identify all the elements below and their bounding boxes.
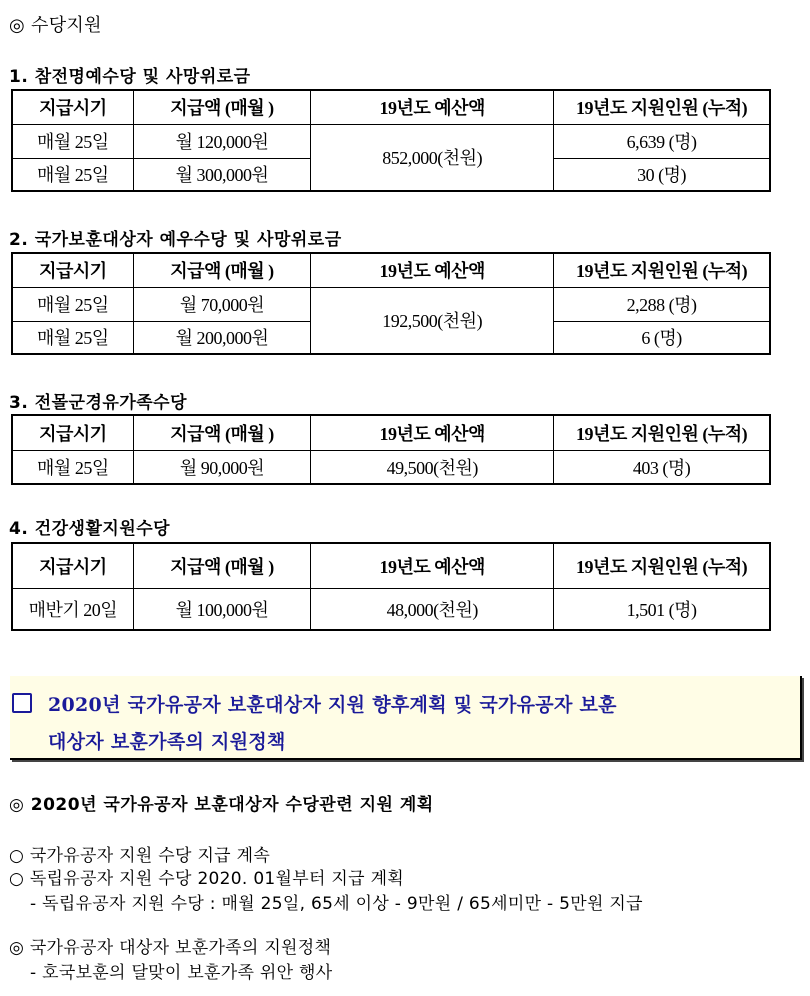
cell-recipients: 6 (명)	[554, 321, 770, 354]
callout-line-1: 2020년 국가유공자 보훈대상자 지원 향후계획 및 국가유공자 보훈	[48, 694, 617, 716]
checkbox-icon	[12, 693, 32, 713]
allowance-table-3	[11, 414, 771, 485]
cell-amount: 월 100,000원	[133, 588, 311, 630]
table-header-row	[12, 90, 770, 124]
cell-timing: 매월 25일	[12, 124, 133, 158]
cell-timing: 매월 25일	[12, 287, 133, 321]
plan-subitem: - 독립유공자 지원 수당 : 매월 25일, 65세 이상 - 9만원 / 65세미만 - 5만원 지급	[30, 894, 643, 914]
cell-timing: 매월 25일	[12, 158, 133, 191]
cell-budget: 192,500(천원)	[311, 287, 554, 354]
plan-item-1: ○ 국가유공자 지원 수당 지급 계속	[9, 846, 271, 866]
cell-recipients: 403 (명)	[554, 450, 770, 484]
header-recipients: 19년도 지원인원 (누적)	[554, 415, 770, 450]
plan-title: ◎ 2020년 국가유공자 보훈대상자 수당관련 지원 계획	[9, 795, 434, 815]
section-3-title: 3. 전몰군경유가족수당	[9, 393, 188, 413]
header-amount: 지급액 (매월 )	[133, 90, 310, 124]
table-row	[12, 450, 770, 484]
allowance-table-4	[11, 542, 771, 631]
cell-timing: 매월 25일	[12, 321, 133, 354]
header-timing: 지급시기	[12, 415, 133, 450]
allowance-table-1	[11, 89, 771, 192]
callout-line-2: 대상자 보훈가족의 지원정책	[48, 731, 286, 753]
section-4-title: 4. 건강생활지원수당	[9, 519, 171, 539]
header-budget: 19년도 예산액	[311, 543, 554, 588]
header-recipients: 19년도 지원인원 (누적)	[554, 253, 770, 287]
cell-amount: 월 300,000원	[133, 158, 310, 191]
table-header-row	[12, 415, 770, 450]
header-budget: 19년도 예산액	[311, 90, 554, 124]
cell-budget: 48,000(천원)	[311, 588, 554, 630]
cell-recipients: 30 (명)	[554, 158, 770, 191]
section-title: ◎ 수당지원	[9, 15, 102, 36]
header-timing: 지급시기	[12, 543, 133, 588]
cell-recipients: 6,639 (명)	[554, 124, 770, 158]
header-budget: 19년도 예산액	[311, 415, 554, 450]
table-header-row	[12, 253, 770, 287]
header-amount: 지급액 (매월 )	[133, 253, 310, 287]
header-recipients: 19년도 지원인원 (누적)	[554, 543, 770, 588]
table-header-row	[12, 543, 770, 588]
header-amount: 지급액 (매월 )	[133, 415, 310, 450]
header-budget: 19년도 예산액	[311, 253, 554, 287]
section-1-title: 1. 참전명예수당 및 사망위로금	[9, 67, 251, 87]
section-2-title: 2. 국가보훈대상자 예우수당 및 사망위로금	[9, 230, 342, 250]
cell-amount: 월 70,000원	[133, 287, 310, 321]
table-row	[12, 287, 770, 321]
table-row	[12, 588, 770, 630]
allowance-table-2	[11, 252, 771, 355]
policy-item: - 호국보훈의 달맞이 보훈가족 위안 행사	[30, 963, 333, 983]
cell-amount: 월 90,000원	[133, 450, 310, 484]
cell-timing: 매월 25일	[12, 450, 133, 484]
cell-recipients: 1,501 (명)	[554, 588, 770, 630]
table-row	[12, 124, 770, 158]
header-timing: 지급시기	[12, 253, 133, 287]
header-recipients: 19년도 지원인원 (누적)	[554, 90, 770, 124]
header-timing: 지급시기	[12, 90, 133, 124]
cell-budget: 49,500(천원)	[311, 450, 554, 484]
cell-amount: 월 200,000원	[133, 321, 310, 354]
cell-budget: 852,000(천원)	[311, 124, 554, 191]
plan-item-2: ○ 독립유공자 지원 수당 2020. 01월부터 지급 계획	[9, 869, 405, 889]
policy-title: ◎ 국가유공자 대상자 보훈가족의 지원정책	[9, 938, 332, 958]
header-amount: 지급액 (매월 )	[133, 543, 311, 588]
cell-amount: 월 120,000원	[133, 124, 310, 158]
cell-timing: 매반기 20일	[12, 588, 133, 630]
cell-recipients: 2,288 (명)	[554, 287, 770, 321]
